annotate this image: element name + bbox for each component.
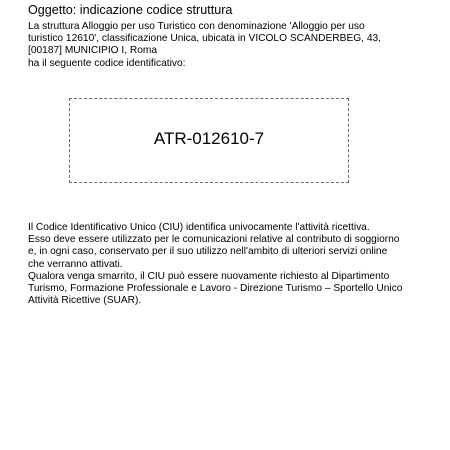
- intro-line: ha il seguente codice identificativo:: [28, 57, 186, 69]
- info-line: che verranno attivati.: [28, 258, 123, 270]
- info-line: Il Codice Identificativo Unico (CIU) identifica univocamente l'attività ricettiva.: [28, 222, 370, 233]
- intro-line: La struttura Alloggio per uso Turistico con denominazione 'Alloggio per uso: [28, 21, 365, 32]
- info-line: e, in ogni caso, conservato per il suo utilizzo nell'ambito di ulteriori servizi online: [28, 246, 388, 258]
- intro-line: turistico 12610', classificazione Unica, ubicata in VICOLO SCANDERBEG, 43,: [28, 33, 382, 45]
- intro-paragraph: [28, 21, 448, 70]
- info-paragraph: [28, 222, 448, 307]
- info-line: Esso deve essere utilizzato per le comunicazioni relative al contributo di soggiorno: [28, 234, 400, 246]
- info-line: Turismo, Formazione Professionale e Lavoro - Direzione Turismo – Sportello Unico: [28, 283, 403, 295]
- subject-heading: Oggetto: indicazione codice struttura: [28, 3, 233, 17]
- intro-line: [00187] MUNICIPIO I, Roma: [28, 45, 158, 57]
- info-line: Attività Ricettive (SUAR).: [28, 295, 142, 307]
- code-box: [69, 98, 349, 183]
- info-line: Qualora venga smarrito, il CIU può essere nuovamente richiesto al Dipartimento: [28, 270, 390, 282]
- structure-code: ATR-012610-7: [153, 128, 265, 148]
